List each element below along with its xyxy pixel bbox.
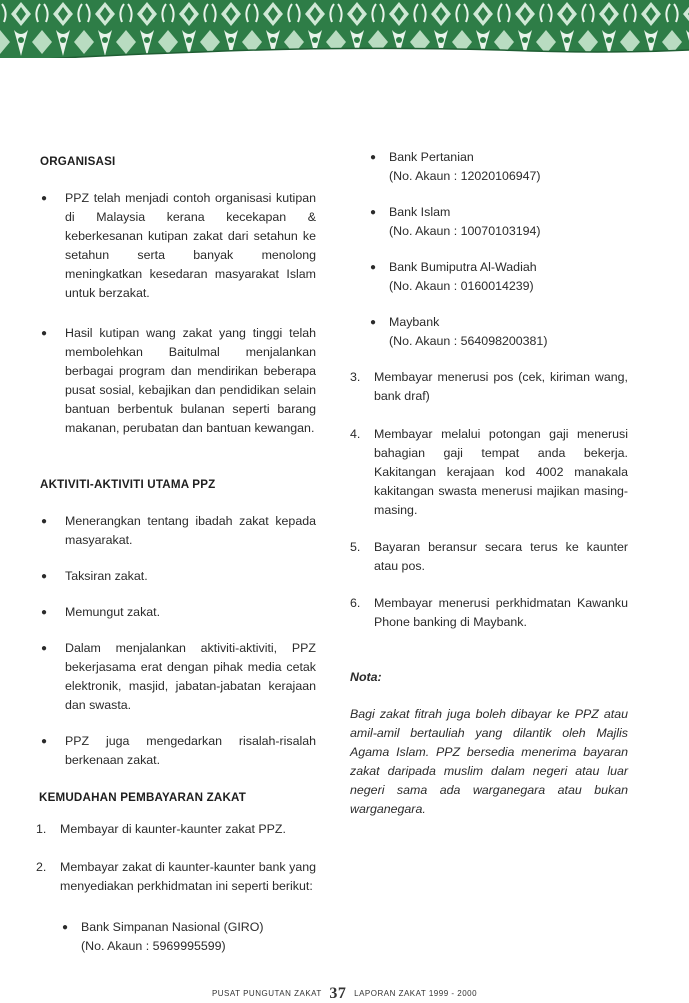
numbered-item [350,368,628,406]
bank-item [370,313,628,351]
bullet-text: Dalam menjalankan aktiviti-aktiviti, PPZ bekerjasama erat dengan pihak media cetak elektronik, masjid, jabatan-jabatan kerajaan dan swasta. [65,641,316,712]
bank-name: Maybank [389,315,440,329]
bullet-icon: ● [41,736,48,747]
bank-account: (No. Akaun : 12020106947) [389,169,541,183]
section-heading-organisasi: ORGANISASI [40,155,116,168]
bullet-item [40,189,316,303]
page-footer [0,985,689,1003]
item-number: 6. [350,596,361,610]
bullet-text: Taksiran zakat. [65,569,148,583]
bullet-icon: ● [62,922,69,933]
numbered-item [36,858,316,896]
numbered-item [36,820,316,839]
numbered-item [350,594,628,632]
item-text: Membayar menerusi perkhidmatan Kawanku Phone banking di Maybank. [374,596,628,629]
footer-org: PUSAT PUNGUTAN ZAKAT [211,989,322,998]
item-text: Membayar melalui potongan gaji menerusi bahagian gaji tempat anda bekerja. Kakitangan kerajaan kod 4002 manakala kakitangan swasta menerusi majikan masing-masing. [374,427,628,517]
bullet-icon: ● [41,607,48,618]
bank-details [389,258,628,296]
right-column [350,148,628,819]
bank-item [370,203,628,241]
section-heading-kemudahan: KEMUDAHAN PEMBAYARAN ZAKAT [39,791,247,804]
bullet-icon: ● [41,328,48,339]
item-text: Membayar menerusi pos (cek, kiriman wang, bank draf) [374,370,628,403]
bullet-text: Menerangkan tentang ibadah zakat kepada masyarakat. [65,514,316,547]
bullet-text: PPZ juga mengedarkan risalah-risalah berkenaan zakat. [65,734,316,767]
bank-account: (No. Akaun : 0160014239) [389,279,534,293]
bank-item [62,918,316,956]
bullet-text: Hasil kutipan wang zakat yang tinggi telah membolehkan Baitulmal menjalankan berbagai program dan mendirikan beberapa pusat sosial, kebajikan dan pendidikan selain bantuan berbentuk bulanan seperti barang makanan, perubatan dan bantuan kewangan. [65,326,316,435]
bullet-text: PPZ telah menjadi contoh organisasi kutipan di Malaysia kerana kecekapan & keberkesanan kutipan zakat dari setahun ke setahun serta banyak menolong meningkatkan kesedaran masyarakat Islam untuk berzakat. [65,191,316,300]
bank-item [370,258,628,296]
bullet-icon: ● [370,262,377,273]
bullet-item [40,603,316,622]
bullet-icon: ● [370,207,377,218]
bullet-item [40,567,316,586]
bullet-icon: ● [41,643,48,654]
bullet-icon: ● [41,516,48,527]
bullet-icon: ● [370,152,377,163]
item-number: 2. [36,860,47,874]
bullet-text: Memungut zakat. [65,605,161,619]
bullet-item [40,732,316,770]
bank-details [389,203,628,241]
numbered-item [350,538,628,576]
bullet-icon: ● [41,193,48,204]
islamic-pattern-banner [0,0,689,58]
item-text: Bayaran beransur secara terus ke kaunter atau pos. [374,540,628,573]
item-number: 5. [350,540,361,554]
page-number: 37 [329,985,347,1002]
bullet-item [40,324,316,438]
item-number: 1. [36,822,47,836]
section-heading-aktiviti: AKTIVITI-AKTIVITI UTAMA PPZ [40,478,216,491]
nota-text: Bagi zakat fitrah juga boleh dibayar ke PPZ atau amil-amil bertauliah yang dilantik oleh Majlis Agama Islam. PPZ bersedia menerima bayaran zakat daripada muslim dalam negeri atau luar negeri sama ada warganegara atau bukan warganegara. [350,707,628,816]
bank-name: Bank Simpanan Nasional (GIRO) [81,920,264,934]
nota-heading: Nota: [350,670,382,684]
bank-item [370,148,628,186]
bullet-icon: ● [370,317,377,328]
bullet-item [40,512,316,550]
left-column [36,148,316,956]
decorative-banner [0,0,689,58]
bank-details [81,918,316,956]
bullet-icon: ● [41,571,48,582]
bank-account: (No. Akaun : 564098200381) [389,334,548,348]
bank-name: Bank Bumiputra Al-Wadiah [389,260,537,274]
bank-name: Bank Pertanian [389,150,474,164]
bullet-item [40,639,316,715]
numbered-item [350,425,628,520]
bank-details [389,148,628,186]
item-number: 3. [350,370,361,384]
bank-account: (No. Akaun : 10070103194) [389,224,541,238]
item-number: 4. [350,427,361,441]
item-text: Membayar di kaunter-kaunter zakat PPZ. [60,822,286,836]
bank-details [389,313,628,351]
item-text: Membayar zakat di kaunter-kaunter bank yang menyediakan perkhidmatan ini seperti berikut: [60,860,316,893]
footer-report: LAPORAN ZAKAT 1999 - 2000 [354,989,478,998]
bank-account: (No. Akaun : 5969995599) [81,939,226,953]
bank-name: Bank Islam [389,205,451,219]
